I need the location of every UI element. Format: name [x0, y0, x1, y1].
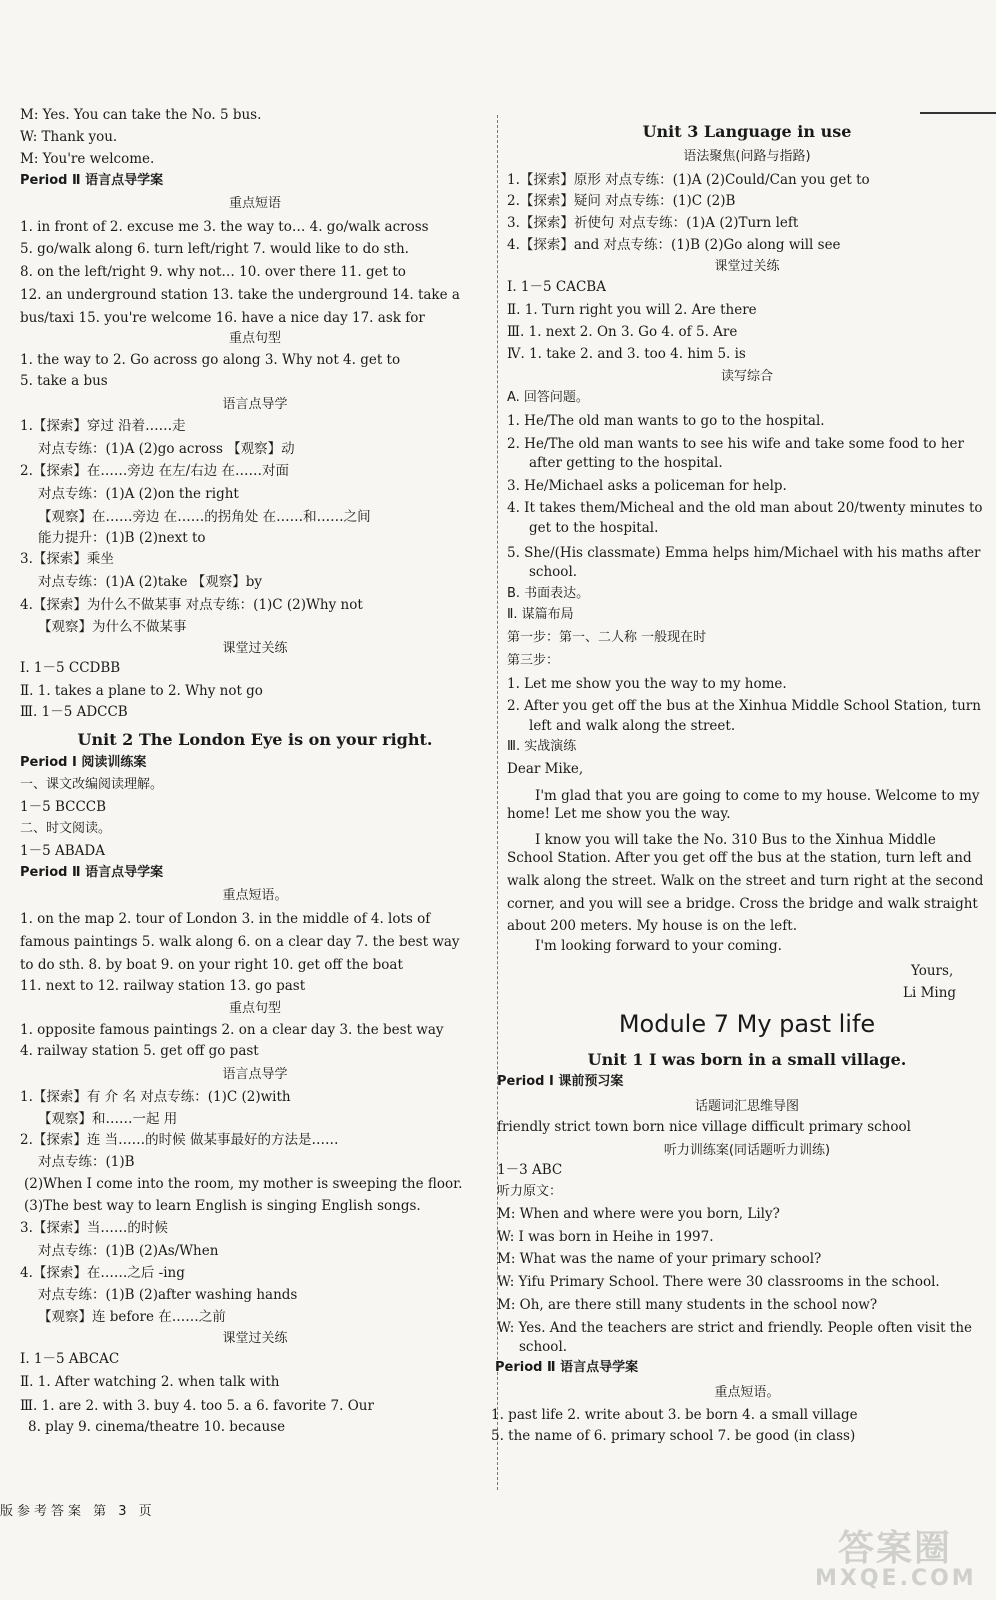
text-line: walk along the street. Walk on the street and turn right at the second: [507, 873, 984, 889]
text-line: 5. She/(His classmate) Emma helps him/Michael with his maths after: [507, 545, 981, 561]
text-line: bus/taxi 15. you're welcome 16. have a nice day 17. ask for: [20, 310, 425, 326]
text-line: 3.【探索】祈使句 对点专练：(1)A (2)Turn left: [507, 215, 799, 231]
text-line: about 200 meters. My house is on the left.: [507, 918, 797, 934]
page-footer: 版参考答案 第 3 页: [0, 1504, 156, 1519]
text-line: M: Yes. You can take the No. 5 bus.: [20, 107, 262, 123]
text-line: 【观察】为什么不做某事: [38, 619, 187, 635]
text-line: B. 书面表达。: [507, 586, 590, 601]
text-line: M: What was the name of your primary school?: [497, 1251, 822, 1267]
text-line: 对点专练：(1)B (2)As/When: [38, 1243, 219, 1259]
text-line: 对点专练：(1)A (2)on the right: [38, 486, 239, 502]
text-line: Dear Mike,: [507, 761, 584, 777]
signoff: Yours,: [911, 963, 954, 979]
unit-title: Unit 2 The London Eye is on your right.: [77, 730, 433, 749]
text-line: 2.【探索】连 当……的时候 做某事最好的方法是……: [20, 1132, 339, 1148]
section-heading: Period Ⅱ 语言点导学案: [20, 173, 164, 188]
subsection-heading: 重点短语: [228, 196, 281, 211]
text-line: 能力提升：(1)B (2)next to: [38, 530, 206, 546]
text-line: M: You're welcome.: [20, 151, 155, 167]
text-line: friendly strict town born nice village difficult primary school: [497, 1119, 911, 1135]
subsection-heading: 读写综合: [720, 369, 773, 384]
text-line: M: When and where were you born, Lily?: [497, 1206, 780, 1222]
section-heading: Period Ⅱ 语言点导学案: [495, 1360, 639, 1375]
text-line: I'm looking forward to your coming.: [535, 938, 782, 954]
text-line: 1. the way to 2. Go across go along 3. Why not 4. get to: [20, 352, 401, 368]
text-line: 5. the name of 6. primary school 7. be good (in class): [491, 1428, 856, 1444]
text-line: 1. in front of 2. excuse me 3. the way to… 4. go/walk across: [20, 219, 429, 235]
subsection-heading: 语言点导学: [222, 1067, 288, 1082]
text-line: 第三步：: [507, 653, 560, 668]
text-line: Ⅲ. 1－5 ADCCB: [20, 704, 128, 720]
watermark-url: MXQE.COM: [815, 1566, 977, 1591]
text-line: 5. take a bus: [20, 373, 108, 389]
text-line: 11. next to 12. railway station 13. go past: [20, 978, 306, 994]
text-line: 4.【探索】在……之后 -ing: [20, 1265, 185, 1281]
text-line: 3.【探索】当……的时候: [20, 1220, 168, 1236]
text-line: 【观察】连 before 在……之前: [38, 1309, 226, 1325]
text-line: to do sth. 8. by boat 9. on your right 10. get off the boat: [20, 957, 403, 973]
text-line: (3)The best way to learn English is singing English songs.: [24, 1198, 421, 1214]
text-line: 1.【探索】穿过 沿着……走: [20, 418, 186, 434]
text-line: 1－3 ABC: [497, 1162, 563, 1178]
unit-title: Unit 1 I was born in a small village.: [587, 1050, 907, 1069]
text-line: 4. It takes them/Micheal and the old man about 20/twenty minutes to: [507, 500, 983, 516]
text-line: I'm glad that you are going to come to my house. Welcome to my: [535, 788, 980, 804]
text-line: 1. Let me show you the way to my home.: [507, 676, 787, 692]
text-line: 1. opposite famous paintings 2. on a clear day 3. the best way: [20, 1022, 444, 1038]
subsection-heading: 课堂过关练: [222, 641, 288, 656]
top-rule: [920, 112, 996, 114]
text-line: W: Yifu Primary School. There were 30 classrooms in the school.: [497, 1274, 940, 1290]
text-line: 4.【探索】and 对点专练：(1)B (2)Go along will see: [507, 237, 841, 253]
text-line: corner, and you will see a bridge. Cross the bridge and walk straight: [507, 896, 978, 912]
text-line: 2.【探索】疑问 对点专练：(1)C (2)B: [507, 193, 736, 209]
section-heading: Period Ⅰ 课前预习案: [497, 1074, 624, 1089]
text-line: 对点专练：(1)A (2)take 【观察】by: [38, 574, 262, 590]
text-line: school.: [529, 564, 578, 580]
section-heading: Period Ⅰ 阅读训练案: [20, 755, 147, 770]
text-line: 1. He/The old man wants to go to the hospital.: [507, 413, 825, 429]
text-line: after getting to the hospital.: [529, 455, 723, 471]
text-line: 一、课文改编阅读理解。: [20, 777, 164, 792]
module-title: Module 7 My past life: [618, 1010, 876, 1038]
text-line: 4. railway station 5. get off go past: [20, 1043, 259, 1059]
subsection-heading: 重点句型: [228, 331, 281, 346]
text-line: 12. an underground station 13. take the underground 14. take a: [20, 287, 460, 303]
subsection-heading: 课堂过关练: [222, 1331, 288, 1346]
text-line: Ⅱ. 1. After watching 2. when talk with: [20, 1374, 280, 1390]
watermark-logo: [815, 1520, 985, 1595]
signature: Li Ming: [903, 985, 957, 1001]
text-line: 对点专练：(1)A (2)go across 【观察】动: [38, 441, 295, 457]
text-line: Ⅰ. 1－5 CCDBB: [20, 660, 121, 676]
text-line: 8. play 9. cinema/theatre 10. because: [28, 1419, 286, 1435]
text-line: home! Let me show you the way.: [507, 806, 731, 822]
text-line: W: Yes. And the teachers are strict and friendly. People often visit the: [497, 1320, 972, 1336]
text-line: W: I was born in Heihe in 1997.: [497, 1229, 714, 1245]
text-line: 二、时文阅读。: [20, 821, 112, 836]
text-line: W: Thank you.: [20, 129, 118, 145]
text-line: Ⅱ. 1. takes a plane to 2. Why not go: [20, 683, 263, 699]
section-heading: Period Ⅱ 语言点导学案: [20, 865, 164, 880]
subsection-heading: 话题词汇思维导图: [694, 1099, 799, 1114]
text-line: get to the hospital.: [529, 520, 659, 536]
text-line: I know you will take the No. 310 Bus to the Xinhua Middle: [535, 832, 936, 848]
text-line: famous paintings 5. walk along 6. on a clear day 7. the best way: [20, 934, 460, 950]
subsection-heading: 语法聚焦(问路与指路): [683, 149, 811, 164]
text-line: 1－5 ABADA: [20, 843, 105, 859]
text-line: 2. After you get off the bus at the Xinhua Middle School Station, turn: [507, 698, 981, 714]
subsection-heading: 听力训练案(同话题听力训练): [663, 1143, 831, 1158]
subsection-heading: 重点短语。: [222, 888, 288, 903]
text-line: (2)When I come into the room, my mother is sweeping the floor.: [24, 1176, 463, 1192]
text-line: 3. He/Michael asks a policeman for help.: [507, 478, 787, 494]
text-line: Ⅱ. 谋篇布局: [507, 607, 574, 622]
text-line: Ⅰ. 1－5 ABCAC: [20, 1351, 120, 1367]
text-line: 2.【探索】在……旁边 在左/右边 在……对面: [20, 463, 290, 479]
text-line: 1. on the map 2. tour of London 3. in the middle of 4. lots of: [20, 911, 431, 927]
text-line: 对点专练：(1)B: [38, 1154, 135, 1170]
text-line: 2. He/The old man wants to see his wife and take some food to her: [507, 436, 964, 452]
text-line: 8. on the left/right 9. why not… 10. over there 11. get to: [20, 264, 406, 280]
text-line: 3.【探索】乘坐: [20, 551, 114, 567]
text-line: left and walk along the street.: [529, 718, 736, 734]
text-line: Ⅲ. 1. are 2. with 3. buy 4. too 5. a 6. favorite 7. Our: [20, 1398, 374, 1414]
text-line: 第一步：第一、二人称 一般现在时: [507, 630, 707, 645]
subsection-heading: 语言点导学: [222, 397, 288, 412]
text-line: 听力原文：: [497, 1184, 563, 1199]
watermark-text: 答案圈: [837, 1528, 952, 1569]
text-line: 1－5 BCCCB: [20, 799, 107, 815]
text-line: 4.【探索】为什么不做某事 对点专练：(1)C (2)Why not: [20, 597, 363, 613]
subsection-heading: 课堂过关练: [714, 259, 780, 274]
text-line: 对点专练：(1)B (2)after washing hands: [38, 1287, 298, 1303]
text-line: school.: [519, 1339, 568, 1355]
subsection-heading: 重点句型: [228, 1001, 281, 1016]
text-line: Ⅳ. 1. take 2. and 3. too 4. him 5. is: [507, 346, 746, 362]
text-line: M: Oh, are there still many students in the school now?: [497, 1297, 878, 1313]
text-line: 【观察】和……一起 用: [38, 1111, 178, 1127]
text-line: Ⅲ. 1. next 2. On 3. Go 4. of 5. Are: [507, 324, 738, 340]
unit-title: Unit 3 Language in use: [642, 122, 852, 141]
text-line: 5. go/walk along 6. turn left/right 7. would like to do sth.: [20, 241, 409, 257]
text-line: Ⅱ. 1. Turn right you will 2. Are there: [507, 302, 757, 318]
text-line: 1. past life 2. write about 3. be born 4. a small village: [491, 1407, 858, 1423]
text-line: School Station. After you get off the bus at the station, turn left and: [507, 850, 972, 866]
subsection-heading: 重点短语。: [714, 1385, 780, 1400]
text-line: 1.【探索】原形 对点专练：(1)A (2)Could/Can you get to: [507, 172, 870, 188]
text-line: Ⅲ. 实战演练: [507, 739, 577, 754]
text-line: Ⅰ. 1－5 CACBA: [507, 279, 606, 295]
text-line: 1.【探索】有 介 名 对点专练：(1)C (2)with: [20, 1089, 291, 1105]
text-line: A. 回答问题。: [507, 390, 589, 405]
text-line: 【观察】在……旁边 在……的拐角处 在……和……之间: [38, 509, 371, 525]
